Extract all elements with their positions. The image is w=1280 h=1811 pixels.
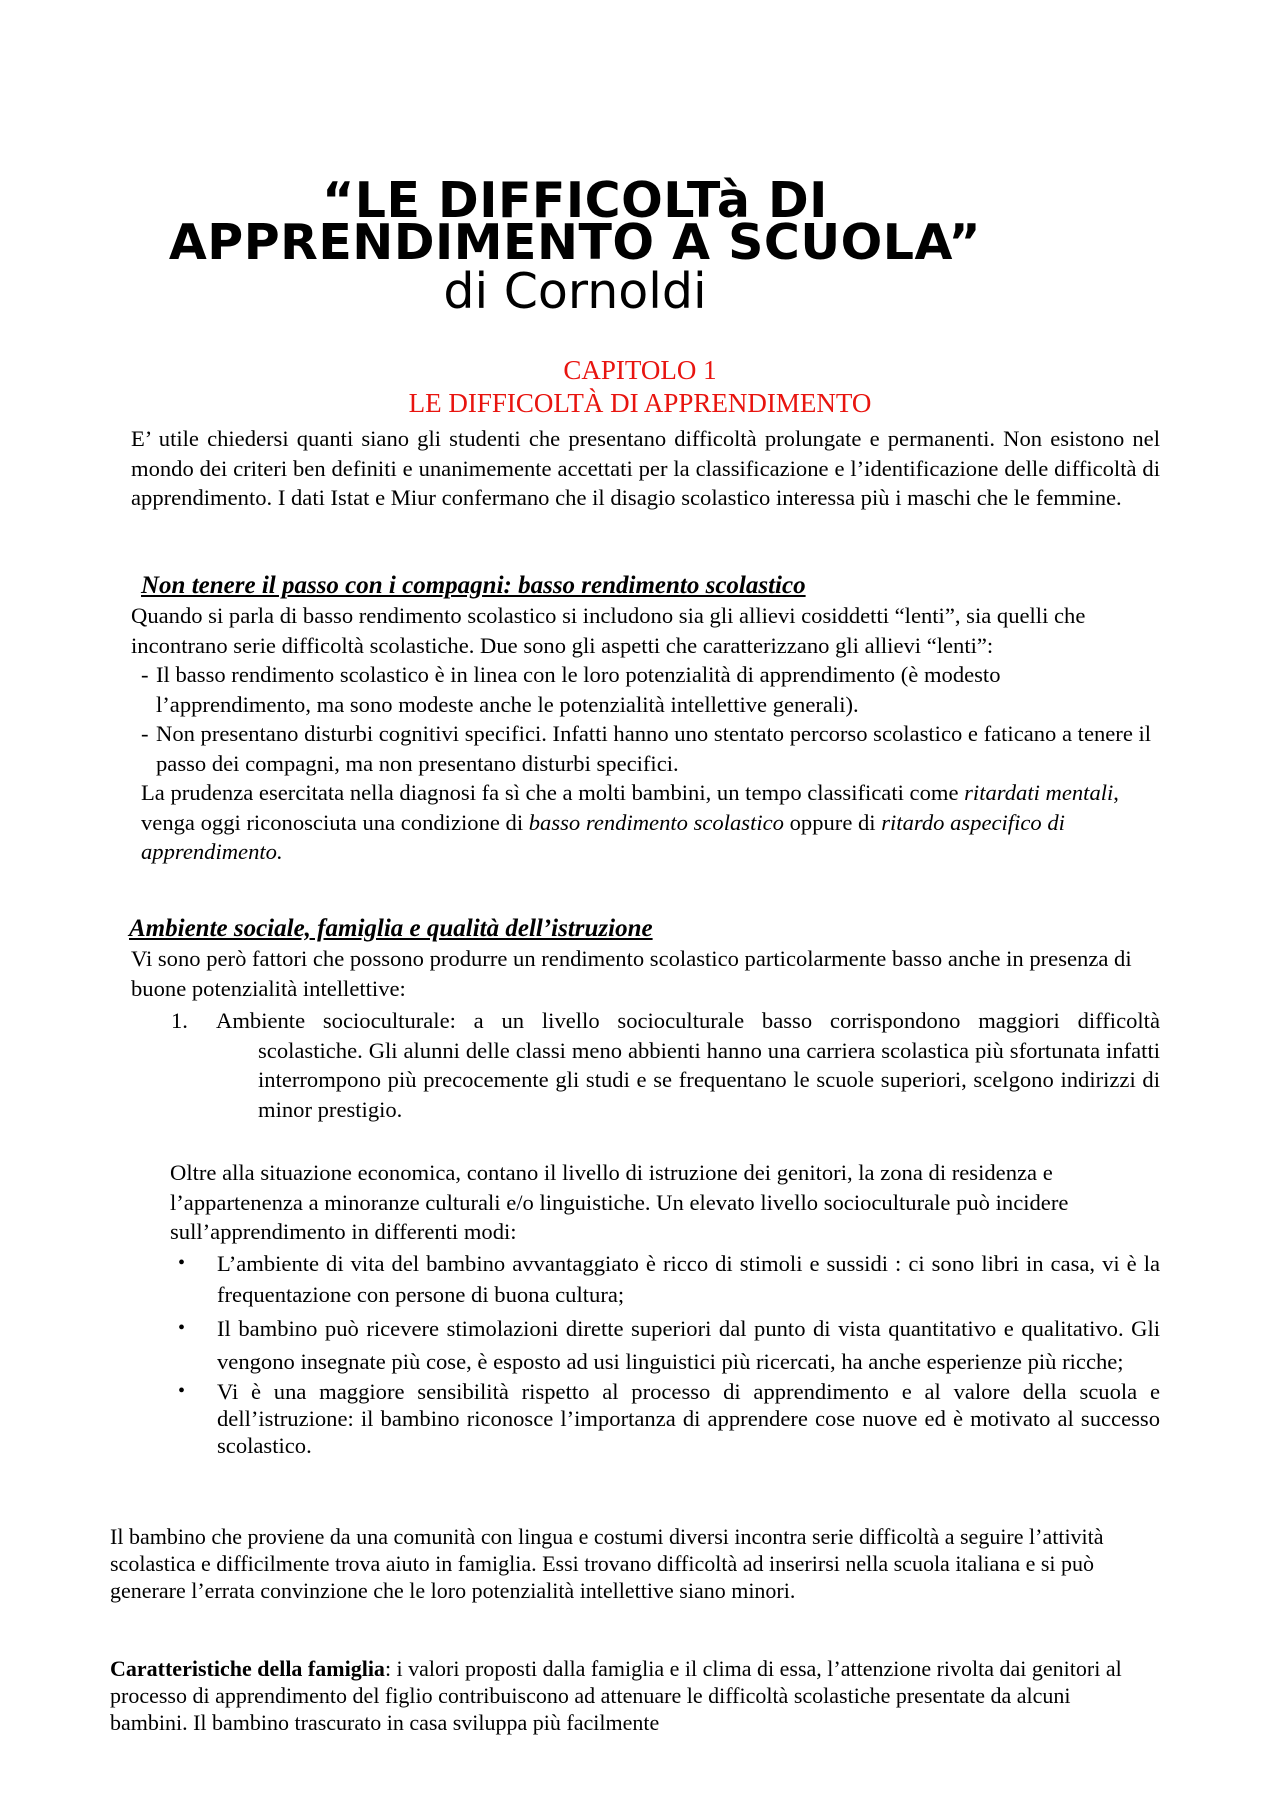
- dash-marker: -: [141, 662, 149, 687]
- closing-emphasis: ritardati mentali: [964, 780, 1114, 805]
- title-line-1: “LE DIFFICOLTà DI: [322, 172, 828, 229]
- section-heading-ambiente-sociale: Ambiente sociale, famiglia e qualità dell’istruzione: [129, 915, 653, 942]
- numbered-item-body: Ambiente socioculturale: a un livello socioculturale basso corrispondono maggiori difficoltà scolastiche. Gli alunni delle classi meno abbienti hanno una carriera scolastica più sfortunata infatti interrompono più precocemente gli studi e se frequentano le scuole superiori, scelgono indirizzi di minor prestigio.: [216, 1008, 1160, 1122]
- list-item: [131, 660, 1161, 719]
- title-author: di Cornoldi: [443, 263, 707, 320]
- numbered-item-text: [216, 1006, 1160, 1124]
- family-label: Caratteristiche della famiglia: [110, 1656, 385, 1681]
- paragraph-minorities: Il bambino che proviene da una comunità con lingua e costumi diversi incontra serie difficoltà a seguire l’attività scolastica e difficilmente trova aiuto in famiglia. Essi trovano difficoltà ad inserirsi nella scuola italiana e si può generare l’errata convinzione che le loro potenzialità intellettive siano minori.: [110, 1524, 1104, 1603]
- closing-text: , venga oggi riconosciuta una condizione di: [141, 780, 1119, 835]
- closing-emphasis: ritardo aspecifico di apprendimento.: [141, 809, 1065, 864]
- bullet-text: L’ambiente di vita del bambino avvantaggiato è ricco di stimoli e sussidi : ci sono libri in casa, vi è la frequentazione con persone di buona cultura;: [217, 1251, 1160, 1307]
- list-item: [175, 1312, 1160, 1378]
- section2-paragraph: Vi sono però fattori che possono produrre un rendimento scolastico particolarmente basso anche in presenza di buone potenzialità intellettive:: [131, 946, 1132, 1001]
- section-basso-rendimento: [131, 601, 1161, 867]
- chapter-number: CAPITOLO 1: [563, 355, 717, 385]
- section-heading-basso-rendimento: Non tenere il passo con i compagni: basso rendimento scolastico: [141, 572, 806, 599]
- list-item-text: Non presentano disturbi cognitivi specifici. Infatti hanno uno stentato percorso scolastico e faticano a tenere il passo dei compagni, ma non presentano disturbi specifici.: [156, 721, 1152, 776]
- bullet-list: [175, 1248, 1160, 1459]
- section1-paragraph: Quando si parla di basso rendimento scolastico si includono sia gli allievi cosiddetti “lenti”, sia quelli che incontrano serie difficoltà scolastiche. Due sono gli aspetti che caratterizzano gli allievi “lenti”:: [131, 603, 1086, 658]
- closing-text: La prudenza esercitata nella diagnosi fa sì che a molti bambini, un tempo classificati come: [141, 780, 965, 805]
- list-item-text: Il basso rendimento scolastico è in linea con le loro potenzialità di apprendimento (è modesto l’apprendimento, ma sono modeste anche le potenzialità intellettive generali).: [156, 662, 1001, 717]
- section2-paragraph-2: Oltre alla situazione economica, contano il livello di istruzione dei genitori, la zona di residenza e l’appartenenza a minoranze culturali e/o linguistiche. Un elevato livello socioculturale può incidere sull’apprendimento in differenti modi:: [170, 1160, 1069, 1244]
- list-item: [131, 719, 1161, 778]
- bullet-marker: •: [178, 1380, 186, 1402]
- dash-marker: -: [141, 721, 149, 746]
- list-item: [175, 1378, 1160, 1459]
- closing-emphasis: basso rendimento scolastico: [528, 809, 784, 835]
- bullet-text: Il bambino può ricevere stimolazioni dirette superiori dal punto di vista quantitativo e qualitativo. Gli vengono insegnate più cose, è esposto ad usi linguistici più ricercati, ha anche esperienze più ricche;: [217, 1316, 1160, 1374]
- family-text: : i valori proposti dalla famiglia e il clima di essa, l’attenzione rivolta dai genitori al processo di apprendimento del figlio contribuiscono ad attenuare le difficoltà scolastiche presentate da alcuni bambini. Il bambino trascurato in casa sviluppa più facilmente: [110, 1656, 1122, 1735]
- title-line-2: APPRENDIMENTO A SCUOLA”: [168, 214, 982, 271]
- paragraph-family: [110, 1655, 1132, 1736]
- section1-closing-paragraph: [131, 778, 1161, 867]
- list-item: [175, 1248, 1160, 1310]
- intro-paragraph: E’ utile chiedersi quanti siano gli studenti che presentano difficoltà prolungate e permanenti. Non esistono nel mondo dei criteri ben definiti e unanimemente accettati per la classificazione e l’identificazione delle difficoltà di apprendimento. I dati Istat e Miur confermano che il disagio scolastico interessa più i maschi che le femmine.: [131, 426, 1160, 510]
- bullet-marker: •: [178, 1317, 186, 1339]
- bullet-marker: •: [178, 1252, 186, 1274]
- closing-text: oppure di: [783, 809, 882, 835]
- numbered-item: [171, 1006, 1160, 1124]
- chapter-title: LE DIFFICOLTÀ DI APPRENDIMENTO: [408, 388, 872, 418]
- document-title: [120, 172, 1030, 320]
- item-number: 1.: [171, 1008, 188, 1033]
- bullet-text: Vi è una maggiore sensibilità rispetto al processo di apprendimento e al valore della scuola e dell’istruzione: il bambino riconosce l’importanza di apprendere cose nuove ed è motivato al successo scolastico.: [217, 1379, 1160, 1458]
- numbered-item-text-wrapper: [171, 1006, 1160, 1124]
